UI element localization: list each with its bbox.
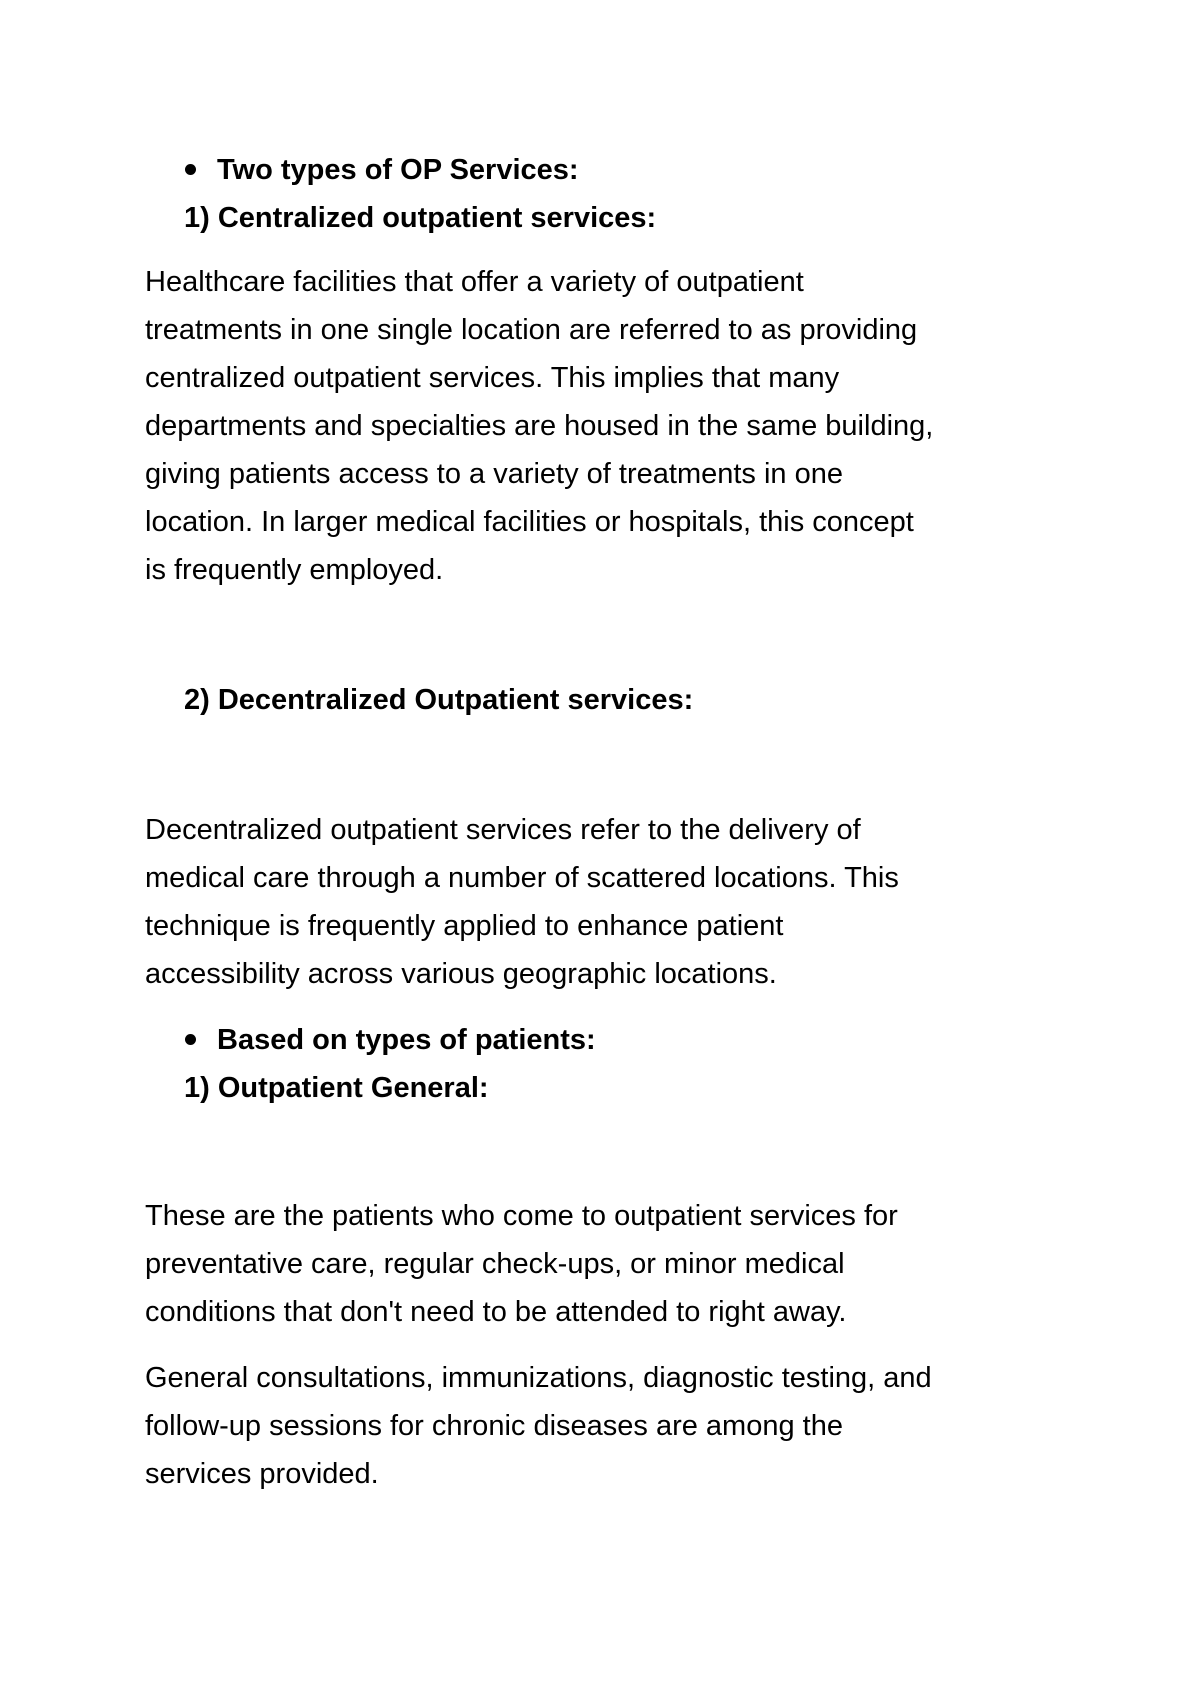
paragraph-line: accessibility across various geographic locations. <box>145 958 777 990</box>
section-heading-patient-types: Based on types of patients: <box>217 1024 596 1056</box>
subheading-centralized: 1) Centralized outpatient services: <box>184 202 657 234</box>
paragraph-line: conditions that don't need to be attended to right away. <box>145 1296 847 1328</box>
paragraph-line: preventative care, regular check-ups, or minor medical <box>145 1248 845 1280</box>
paragraph-line: Decentralized outpatient services refer to the delivery of <box>145 814 861 846</box>
paragraph-line: General consultations, immunizations, diagnostic testing, and <box>145 1362 932 1394</box>
subheading-decentralized: 2) Decentralized Outpatient services: <box>184 684 694 716</box>
paragraph-line: technique is frequently applied to enhance patient <box>145 910 784 942</box>
paragraph-line: These are the patients who come to outpatient services for <box>145 1200 898 1232</box>
bullet-icon <box>185 164 196 175</box>
paragraph-line: giving patients access to a variety of treatments in one <box>145 458 843 490</box>
paragraph-line: is frequently employed. <box>145 554 444 586</box>
paragraph-line: follow-up sessions for chronic diseases are among the <box>145 1410 843 1442</box>
bullet-icon <box>185 1034 196 1045</box>
subheading-outpatient-general: 1) Outpatient General: <box>184 1072 489 1104</box>
section-heading-op-services: Two types of OP Services: <box>217 154 579 186</box>
paragraph-line: services provided. <box>145 1458 379 1490</box>
paragraph-line: departments and specialties are housed in the same building, <box>145 410 934 442</box>
paragraph-line: Healthcare facilities that offer a variety of outpatient <box>145 266 804 298</box>
paragraph-line: location. In larger medical facilities or hospitals, this concept <box>145 506 914 538</box>
paragraph-line: medical care through a number of scattered locations. This <box>145 862 899 894</box>
paragraph-line: treatments in one single location are referred to as providing <box>145 314 918 346</box>
paragraph-line: centralized outpatient services. This implies that many <box>145 362 840 394</box>
